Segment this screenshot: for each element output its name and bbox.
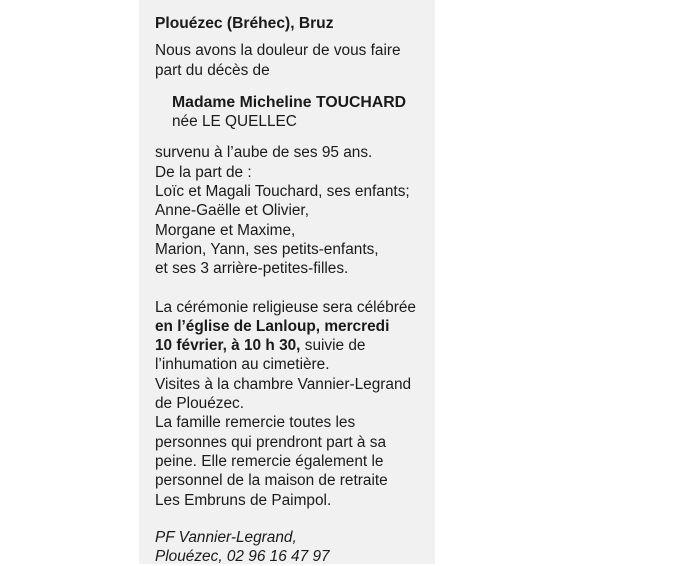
ceremony-line: l’inhumation au cimetière.: [155, 356, 330, 374]
family-line: et ses 3 arrière-petites-filles.: [155, 260, 349, 278]
funeral-home-signature: [155, 528, 445, 566]
family-line: Anne-Gaëlle et Olivier,: [155, 202, 309, 220]
family-announcement: [155, 143, 445, 278]
deceased-block: [155, 93, 445, 132]
ceremony-place: en l’église de Lanloup, mercredi: [155, 317, 390, 335]
ceremony-date-line: [155, 336, 445, 355]
ceremony-line: Visites à la chambre Vannier-Legrand: [155, 375, 412, 393]
ceremony-date-rest: suivie de: [300, 337, 366, 355]
ceremony-line: La famille remercie toutes les: [155, 414, 356, 432]
funeral-home-name: PF Vannier-Legrand,: [155, 528, 297, 546]
family-line: De la part de :: [155, 163, 252, 181]
family-line: Loïc et Magali Touchard, ses enfants;: [155, 183, 410, 201]
ceremony-line: de Plouézec.: [155, 395, 244, 413]
obituary-notice: [155, 14, 445, 566]
funeral-home-phone: Plouézec, 02 96 16 47 97: [155, 548, 330, 566]
family-line: survenu à l’aube de ses 95 ans.: [155, 144, 373, 162]
ceremony-line: peine. Elle remercie également le: [155, 452, 384, 470]
ceremony-line: personnel de la maison de retraite: [155, 472, 388, 490]
ceremony-line: Les Embruns de Paimpol.: [155, 491, 332, 509]
intro-line: part du décès de: [155, 61, 270, 79]
notice-intro: [155, 41, 445, 80]
notice-location-heading: Plouézec (Bréhec), Bruz: [155, 15, 334, 32]
family-line: Marion, Yann, ses petits-enfants,: [155, 240, 379, 258]
family-line: Morgane et Maxime,: [155, 221, 296, 239]
ceremony-details: [155, 298, 445, 510]
deceased-name: Madame Micheline TOUCHARD: [172, 93, 407, 111]
intro-line: Nous avons la douleur de vous faire: [155, 42, 401, 60]
ceremony-date: 10 février, à 10 h 30,: [155, 337, 301, 355]
ceremony-line: personnes qui prendront part à sa: [155, 433, 387, 451]
deceased-maiden-name: née LE QUELLEC: [172, 113, 297, 131]
ceremony-line: La cérémonie religieuse sera célébrée: [155, 298, 416, 316]
